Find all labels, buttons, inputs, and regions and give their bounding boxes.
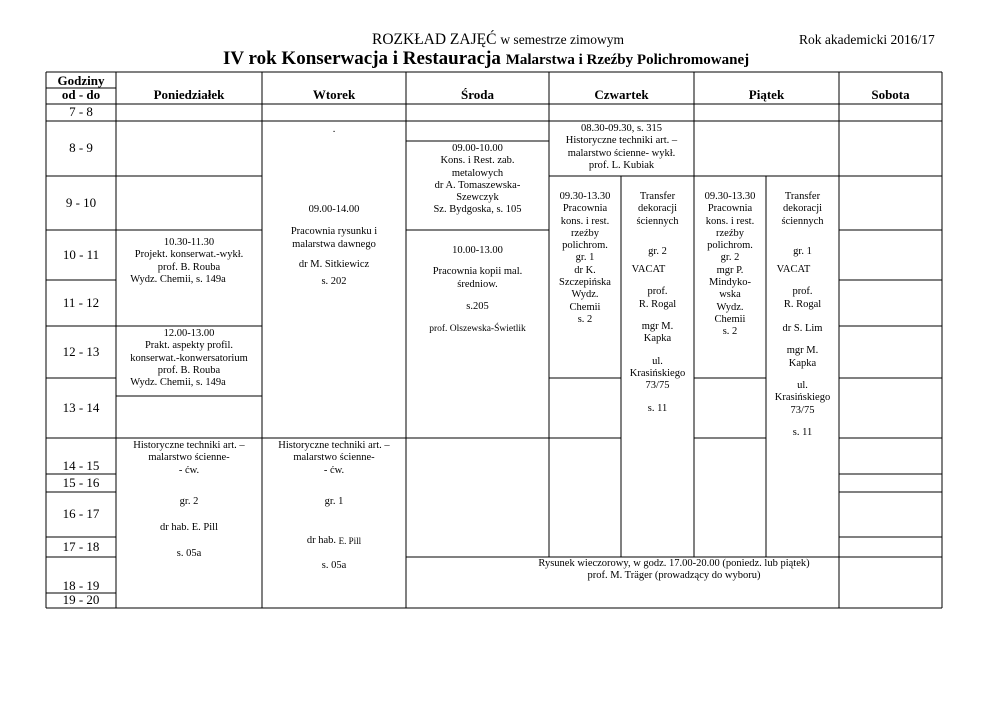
class-line: prof. M. Träger (prowadzący do wyboru) <box>587 570 761 582</box>
class-tue-hist-room: s. 05a <box>321 559 347 571</box>
teacher-name: E. Pill <box>338 535 362 546</box>
class-line: Historyczne techniki art. – <box>565 135 678 147</box>
class-line: R. Rogal <box>783 298 822 310</box>
class-line: Historyczne techniki art. – <box>278 440 390 451</box>
class-line: metalowych <box>451 167 504 179</box>
class-line: Wydz. <box>716 301 744 313</box>
class-line: s. 05a <box>176 548 202 560</box>
class-line: Pracownia rysunku i <box>290 226 378 238</box>
academic-year: Rok akademicki 2016/17 <box>799 32 935 47</box>
class-line: Pracownia <box>707 203 753 215</box>
class-line: gr. 2 <box>720 252 740 264</box>
class-line: mgr M. <box>641 321 674 333</box>
title-main: ROZKŁAD ZAJĘĆ <box>372 31 497 48</box>
class-line: R. Rogal <box>638 298 677 310</box>
class-line: konserwat.-konwersatorium <box>130 352 248 364</box>
class-line: 09.30-13.30 <box>559 191 611 202</box>
class-line: s. 2 <box>722 326 738 338</box>
time-slot: 19 - 20 <box>62 592 100 608</box>
class-line: kons. i rest. <box>705 215 755 227</box>
class-thu-transfer <box>621 191 694 481</box>
class-line: ul. <box>797 379 808 391</box>
class-line: s.205 <box>466 300 489 312</box>
class-line: Kons. i Rest. zab. <box>440 155 515 167</box>
teacher-title: dr hab. <box>306 534 337 546</box>
class-line: Chemii <box>569 301 601 313</box>
class-line: dr S. Lim <box>782 323 823 335</box>
class-wed-pracownia-kopii <box>406 245 549 355</box>
class-line: ul. <box>652 355 663 367</box>
class-line: VACAT <box>776 264 811 276</box>
class-line: Wydz. Chemii, s. 149a <box>130 377 226 389</box>
time-slot: 11 - 12 <box>62 294 100 310</box>
class-line: Krasińskiego <box>774 392 831 404</box>
class-fri-transfer <box>766 191 839 481</box>
class-line: prof. L. Kubiak <box>588 159 655 171</box>
class-line: Szczepińska <box>559 277 611 289</box>
time-slot: 9 - 10 <box>65 194 97 210</box>
class-line: dr M. Sitkiewicz <box>298 258 370 270</box>
class-line: Transfer <box>639 191 676 202</box>
hours-header-line: od - do <box>61 87 101 102</box>
class-line: malarstwo ścienne- <box>293 452 375 464</box>
tuesday-dot: . <box>332 123 336 135</box>
class-line: ściennych <box>781 215 824 227</box>
class-line: s. 11 <box>792 426 813 438</box>
class-line: Kapka <box>788 357 817 369</box>
day-header-friday: Piątek <box>748 86 785 102</box>
class-line: 10.00-13.00 <box>452 245 503 256</box>
class-line: ściennych <box>636 215 679 227</box>
class-mon-hist-tech <box>116 440 262 570</box>
class-line: Prakt. aspekty profil. <box>144 340 234 352</box>
class-line: rzeźby <box>571 227 599 239</box>
day-header-tuesday: Wtorek <box>312 86 356 102</box>
day-header-monday: Poniedziałek <box>153 86 225 102</box>
class-line: Pracownia kopii mal. <box>432 266 523 278</box>
class-line: polichrom. <box>562 240 608 252</box>
class-line: Projekt. konserwat.-wykł. <box>134 249 244 261</box>
class-line: Mindyko- <box>709 277 751 289</box>
class-line: gr. 1 <box>324 495 344 507</box>
class-line: 73/75 <box>790 404 815 416</box>
class-line: s. 11 <box>647 402 668 414</box>
hours-header-line: Godziny <box>57 73 105 88</box>
class-line: - ćw. <box>323 464 345 476</box>
hours-header <box>46 72 116 104</box>
class-line: dr hab. E. Pill <box>159 522 219 534</box>
time-slot: 7 - 8 <box>69 104 93 120</box>
time-slot: 18 - 19 <box>62 577 100 593</box>
class-line: VACAT <box>631 264 666 276</box>
class-line: Kapka <box>643 333 672 345</box>
day-header-wednesday: Środa <box>461 86 494 102</box>
class-line: gr. 1 <box>793 245 812 257</box>
class-line: dr A. Tomaszewska- <box>434 179 521 191</box>
time-slot: 8 - 9 <box>69 140 93 156</box>
time-slot: 10 - 11 <box>62 246 100 262</box>
class-line: Wydz. Chemii, s. 149a <box>130 273 226 285</box>
class-line: Transfer <box>784 191 821 202</box>
class-line: gr. 2 <box>179 495 199 507</box>
class-line: prof. B. Rouba <box>157 364 221 376</box>
class-thu-pracownia-rzezby <box>549 191 621 341</box>
class-line: malarstwo ścienne- wykł. <box>567 147 676 159</box>
program-title-main: IV rok Konserwacja i Restauracja <box>223 48 501 69</box>
class-line: malarstwa dawnego <box>292 238 376 250</box>
class-line: mgr M. <box>786 345 819 357</box>
class-line: Historyczne techniki art. – <box>133 440 245 451</box>
class-line: dekoracji <box>782 203 823 215</box>
class-tue-hist-teacher <box>262 534 406 548</box>
class-evening-rysunek <box>406 557 942 587</box>
class-line: rzeźby <box>716 227 744 239</box>
class-mon-prakt <box>116 328 262 394</box>
class-line: 12.00-13.00 <box>163 328 215 339</box>
class-line: dr K. <box>574 264 596 276</box>
time-slot: 12 - 13 <box>62 343 100 359</box>
class-line: Wydz. <box>571 289 599 301</box>
class-line: s. 202 <box>321 276 347 288</box>
class-line: prof. <box>647 286 668 298</box>
time-slot: 16 - 17 <box>62 506 100 522</box>
class-line: polichrom. <box>707 240 753 252</box>
class-line: 73/75 <box>645 380 670 392</box>
class-line: 09.30-13.30 <box>704 191 756 202</box>
class-line: - ćw. <box>178 464 200 476</box>
time-slot: 15 - 16 <box>62 474 100 490</box>
class-tue-rysunek <box>262 204 406 354</box>
class-line: Szewczyk <box>456 192 499 204</box>
class-tue-hist-tech <box>262 440 406 510</box>
class-line: 10.30-11.30 <box>163 237 215 248</box>
class-line: Rysunek wieczorowy, w godz. 17.00-20.00 (poniedz. lub piątek) <box>538 558 810 569</box>
title-semester: w semestrze zimowym <box>500 32 625 47</box>
class-line: wska <box>719 289 741 301</box>
class-line: malarstwo ścienne- <box>148 452 230 464</box>
class-line: gr. 1 <box>575 252 595 264</box>
time-slot: 13 - 14 <box>62 399 100 415</box>
class-line: średniow. <box>457 278 498 290</box>
class-line: kons. i rest. <box>560 215 610 227</box>
class-line: s. 2 <box>577 313 593 325</box>
day-header-thursday: Czwartek <box>594 86 649 102</box>
class-mon-projekt <box>116 237 262 297</box>
day-header-saturday: Sobota <box>871 86 910 102</box>
class-line: Krasińskiego <box>629 367 686 379</box>
class-line: Sz. Bydgoska, s. 105 <box>433 204 522 216</box>
class-wed-kons-metal <box>406 143 549 223</box>
time-slot: 14 - 15 <box>62 457 100 473</box>
class-line: prof. <box>792 286 813 298</box>
class-line: dekoracji <box>637 203 678 215</box>
class-thu-hist-wyklad <box>549 123 694 175</box>
class-line: prof. Olszewska-Świetlik <box>429 324 526 335</box>
class-line: Chemii <box>714 313 746 325</box>
class-line: prof. B. Rouba <box>157 261 221 273</box>
class-line: gr. 2 <box>648 245 667 257</box>
class-fri-pracownia-rzezby <box>694 191 766 351</box>
class-line: mgr P. <box>716 264 744 276</box>
program-subtitle: Malarstwa i Rzeźby Polichromowanej <box>505 52 750 68</box>
time-slot: 17 - 18 <box>62 538 100 554</box>
class-line: 08.30-09.30, s. 315 <box>580 123 663 134</box>
class-line: Pracownia <box>562 203 608 215</box>
class-line: 09.00-14.00 <box>308 204 360 215</box>
class-line: 09.00-10.00 <box>452 143 503 154</box>
